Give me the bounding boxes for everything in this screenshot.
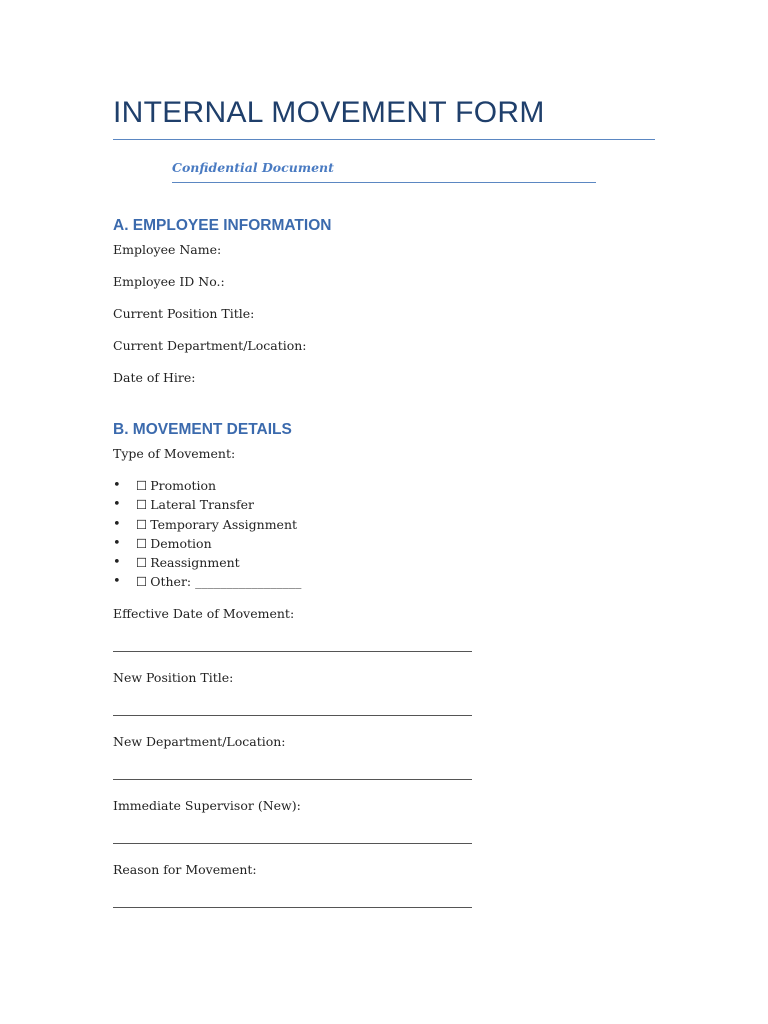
current-department-label: Current Department/Location: xyxy=(113,338,307,353)
movement-option-demotion[interactable] xyxy=(113,534,301,553)
bullet-icon: • xyxy=(113,574,121,590)
new-position-blank-line[interactable] xyxy=(113,715,472,716)
confidential-subtitle: Confidential Document xyxy=(172,160,334,175)
option-label: Demotion xyxy=(150,535,212,551)
option-label: Reassignment xyxy=(150,555,240,571)
employee-id-label: Employee ID No.: xyxy=(113,274,225,289)
section-b-heading: B. MOVEMENT DETAILS xyxy=(113,421,292,438)
immediate-supervisor-blank-line[interactable] xyxy=(113,843,472,844)
checkbox-icon[interactable]: ☐ xyxy=(136,574,148,590)
checkbox-icon[interactable]: ☐ xyxy=(136,497,148,513)
section-a-heading: A. EMPLOYEE INFORMATION xyxy=(113,217,332,234)
checkbox-icon[interactable]: ☐ xyxy=(136,555,148,571)
option-label: Promotion xyxy=(150,478,217,493)
option-label: Other: _________________ xyxy=(150,574,302,590)
subtitle-divider xyxy=(172,182,596,183)
movement-option-lateral-transfer[interactable] xyxy=(113,495,301,514)
employee-name-label: Employee Name: xyxy=(113,242,222,257)
bullet-icon: • xyxy=(113,555,121,571)
checkbox-icon[interactable]: ☐ xyxy=(136,478,148,493)
movement-option-temporary-assignment[interactable] xyxy=(113,515,301,534)
movement-option-reassignment[interactable] xyxy=(113,553,301,572)
effective-date-label: Effective Date of Movement: xyxy=(113,606,295,621)
movement-option-promotion[interactable] xyxy=(113,476,301,495)
reason-for-movement-label: Reason for Movement: xyxy=(113,862,257,877)
new-department-blank-line[interactable] xyxy=(113,779,472,780)
title-divider xyxy=(113,139,655,140)
bullet-icon: • xyxy=(113,497,121,513)
bullet-icon: • xyxy=(113,535,121,551)
movement-option-other[interactable] xyxy=(113,572,301,591)
new-department-label: New Department/Location: xyxy=(113,734,286,749)
reason-for-movement-blank-line[interactable] xyxy=(113,907,472,908)
option-label: Lateral Transfer xyxy=(150,497,255,513)
checkbox-icon[interactable]: ☐ xyxy=(136,535,148,551)
effective-date-blank-line[interactable] xyxy=(113,651,472,652)
bullet-icon: • xyxy=(113,478,121,493)
immediate-supervisor-label: Immediate Supervisor (New): xyxy=(113,798,301,813)
bullet-icon: • xyxy=(113,516,121,532)
date-of-hire-label: Date of Hire: xyxy=(113,370,196,385)
form-title: INTERNAL MOVEMENT FORM xyxy=(113,96,545,129)
type-of-movement-label: Type of Movement: xyxy=(113,446,236,461)
checkbox-icon[interactable]: ☐ xyxy=(136,516,148,532)
new-position-label: New Position Title: xyxy=(113,670,234,685)
current-position-label: Current Position Title: xyxy=(113,306,255,321)
option-label: Temporary Assignment xyxy=(150,516,298,532)
movement-type-list xyxy=(113,476,301,592)
